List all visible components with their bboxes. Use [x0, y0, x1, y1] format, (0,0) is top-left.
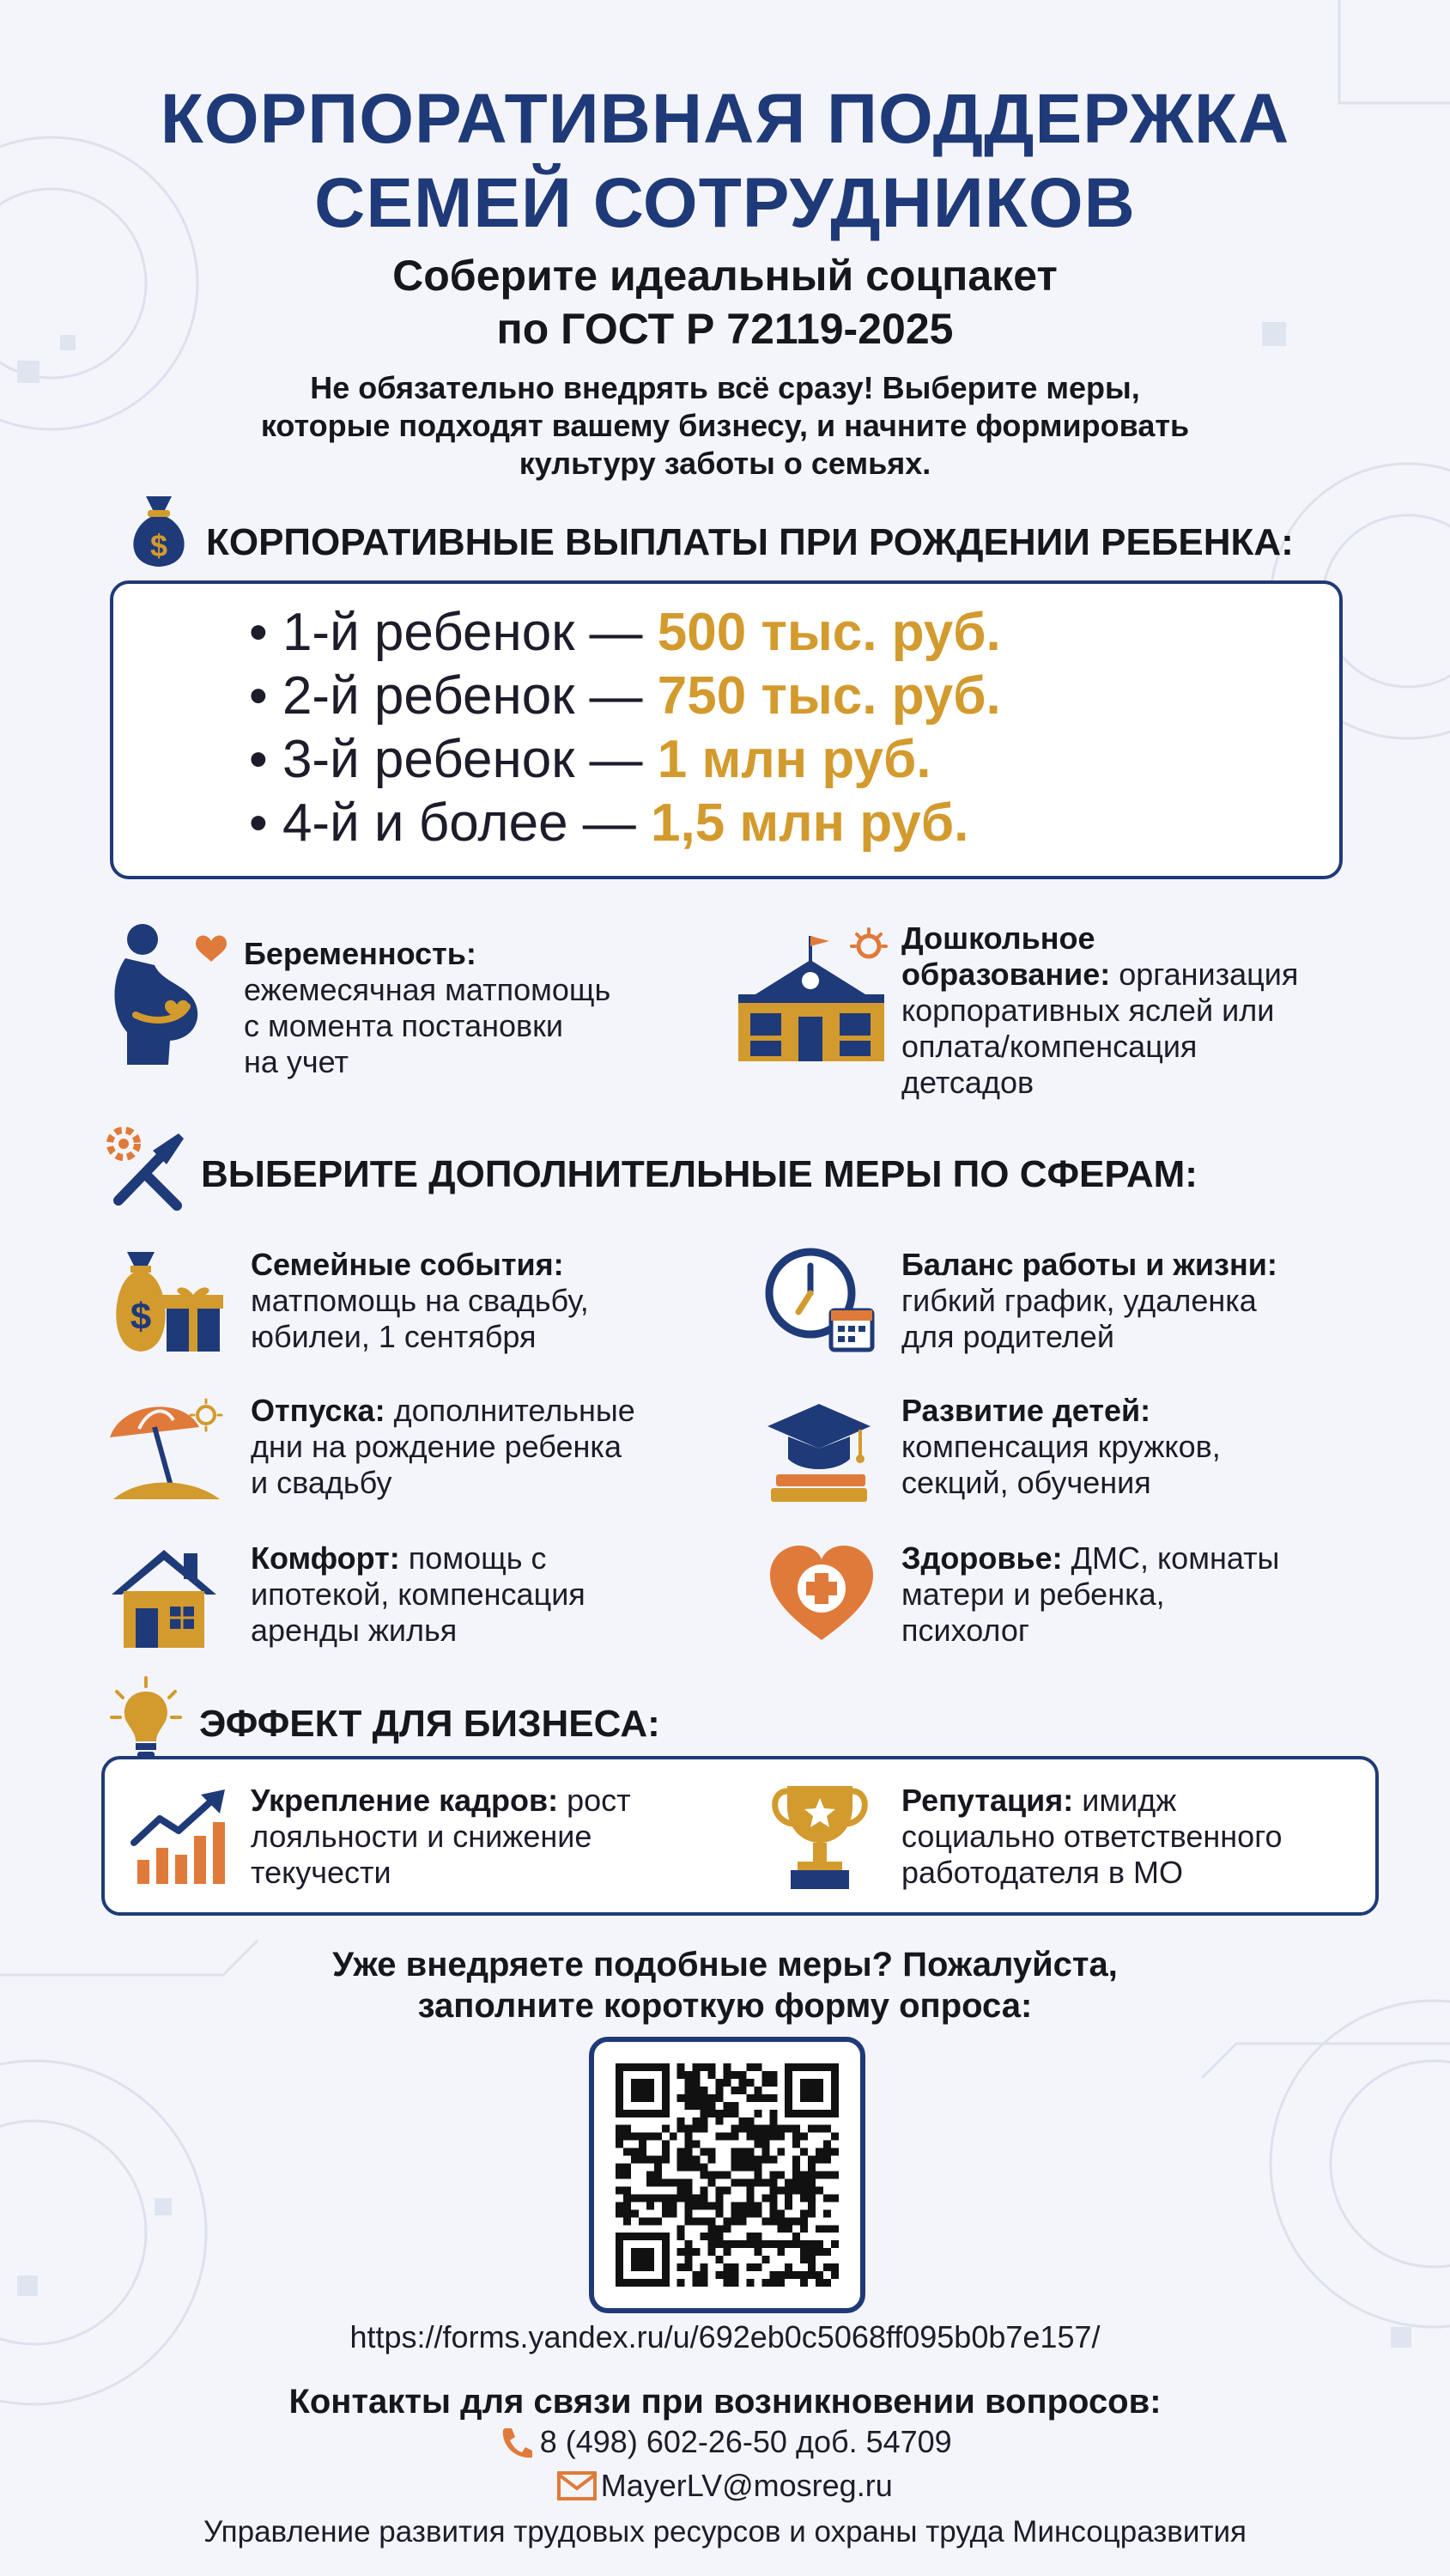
- preschool-line-3: корпоративных яслей или: [901, 993, 1275, 1028]
- staff-strengthening-title-rest: рост: [558, 1783, 631, 1818]
- growth-chart-icon: [129, 1788, 232, 1886]
- staff-strengthening-item: [251, 1783, 749, 1891]
- payment-amount-2: 750 тыс. руб.: [657, 666, 1001, 726]
- health-title-rest: ДМС, комнаты: [1062, 1540, 1280, 1576]
- house-icon: [108, 1541, 220, 1653]
- tools-icon: [101, 1125, 187, 1211]
- contact-phone-row: [0, 2423, 1450, 2461]
- work-life-balance-title: Баланс работы и жизни:: [901, 1247, 1277, 1282]
- effect-heading: ЭФФЕКТ ДЛЯ БИЗНЕСА:: [199, 1703, 660, 1745]
- contact-phone[interactable]: 8 (498) 602-26-50 доб. 54709: [539, 2424, 952, 2459]
- comfort-line-1: ипотекой, компенсация: [251, 1577, 585, 1612]
- subtitle-line-1: Соберите идеальный соцпакет: [392, 252, 1058, 300]
- comfort-title: Комфорт:: [251, 1540, 400, 1576]
- pregnancy-item: [244, 936, 725, 1080]
- preschool-line-4: оплата/компенсация: [901, 1029, 1198, 1064]
- preschool-title-2: образование:: [901, 957, 1111, 992]
- health-item: [901, 1540, 1417, 1649]
- intro-line-2: которые подходят вашему бизнесу, и начните формировать: [260, 408, 1190, 443]
- health-line-2: психолог: [901, 1613, 1029, 1648]
- envelope-icon: [557, 2471, 597, 2500]
- preschool-title-rest: организация: [1110, 957, 1299, 992]
- pregnant-woman-icon: [101, 920, 230, 1066]
- pregnancy-line-1: ежемесячная матпомощь: [244, 972, 611, 1007]
- comfort-line-2: аренды жилья: [251, 1613, 458, 1648]
- payment-amount-3: 1 млн руб.: [657, 730, 931, 789]
- title-line-2: СЕМЕЙ СОТРУДНИКОВ: [314, 164, 1136, 242]
- family-events-item: [251, 1247, 731, 1355]
- kindergarten-building-icon: [730, 927, 893, 1065]
- survey-line-1: Уже внедряете подобные меры? Пожалуйста,: [332, 1946, 1118, 1984]
- child-development-line-1: компенсация кружков,: [901, 1429, 1221, 1464]
- work-life-balance-line-2: для родителей: [901, 1319, 1114, 1354]
- payment-label-1: 1-й ребенок —: [282, 603, 658, 662]
- reputation-item: [901, 1783, 1382, 1891]
- preschool-line-5: детсадов: [901, 1065, 1034, 1100]
- child-development-line-2: секций, обучения: [901, 1465, 1151, 1500]
- survey-line-2: заполните короткую форму опроса:: [417, 1987, 1033, 2025]
- page-title: [0, 77, 1450, 246]
- graduation-cap-books-icon: [764, 1395, 876, 1507]
- footer-organization: Управление развития трудовых ресурсов и охраны труда Минсоцразвития: [203, 2515, 1247, 2549]
- payment-item-2: • 2-й ребенок — 750 тыс. руб.: [249, 666, 1001, 726]
- trophy-icon: [768, 1781, 871, 1893]
- vacation-title-rest: дополнительные: [385, 1393, 635, 1428]
- health-line-1: матери и ребенка,: [901, 1577, 1165, 1612]
- pregnancy-line-3: на учет: [244, 1044, 349, 1079]
- svg-text:$: $: [130, 1296, 152, 1338]
- phone-icon: [498, 2425, 536, 2459]
- pregnancy-title: Беременность:: [244, 936, 476, 971]
- subtitle-line-2: по ГОСТ Р 72119-2025: [496, 305, 954, 353]
- lightbulb-icon: [110, 1676, 182, 1762]
- payment-item-3: • 3-й ребенок — 1 млн руб.: [249, 730, 931, 789]
- contact-email[interactable]: MayerLV@mosreg.ru: [600, 2468, 893, 2503]
- money-gift-icon: [105, 1245, 225, 1357]
- intro-line-1: Не обязательно внедрять всё сразу! Выберите меры,: [310, 370, 1140, 405]
- work-life-balance-line-1: гибкий график, удаленка: [901, 1283, 1257, 1318]
- contact-email-row: [0, 2467, 1450, 2505]
- staff-strengthening-title: Укрепление кадров:: [251, 1783, 559, 1818]
- staff-strengthening-line-2: текучести: [251, 1855, 391, 1890]
- qr-code-image: [616, 2063, 839, 2287]
- money-bag-icon: [122, 488, 196, 570]
- preschool-item: [901, 920, 1417, 1101]
- payment-item-4: • 4-й и более — 1,5 млн руб.: [249, 793, 969, 853]
- child-development-item: [901, 1393, 1417, 1501]
- health-title: Здоровье:: [901, 1540, 1063, 1576]
- clock-calendar-icon: [764, 1243, 876, 1355]
- vacation-item: [251, 1393, 731, 1501]
- reputation-title-rest: имидж: [1073, 1783, 1177, 1818]
- survey-qr-code[interactable]: [589, 2037, 865, 2313]
- svg-text:$: $: [149, 528, 168, 563]
- work-life-balance-item: [901, 1247, 1417, 1355]
- child-development-title: Развитие детей:: [901, 1393, 1151, 1428]
- beach-umbrella-icon: [105, 1393, 225, 1504]
- reputation-title: Репутация:: [901, 1783, 1074, 1818]
- payment-item-1: • 1-й ребенок — 500 тыс. руб.: [249, 603, 1001, 662]
- heart-cross-icon: [768, 1544, 875, 1647]
- survey-prompt: [0, 1944, 1450, 2026]
- payment-label-3: 3-й ребенок —: [282, 730, 658, 789]
- vacation-line-1: дни на рождение ребенка: [251, 1429, 622, 1464]
- family-events-title: Семейные события:: [251, 1247, 564, 1282]
- reputation-line-2: работодателя в МО: [901, 1855, 1183, 1890]
- title-line-1: КОРПОРАТИВНАЯ ПОДДЕРЖКА: [160, 80, 1290, 158]
- intro-line-3: культуру заботы о семьях.: [519, 446, 931, 481]
- reputation-line-1: социально ответственного: [901, 1819, 1283, 1854]
- measures-heading: ВЫБЕРИТЕ ДОПОЛНИТЕЛЬНЫЕ МЕРЫ ПО СФЕРАМ:: [201, 1153, 1198, 1195]
- staff-strengthening-line-1: лояльности и снижение: [251, 1819, 592, 1854]
- vacation-line-2: и свадьбу: [251, 1465, 392, 1500]
- contacts-heading: Контакты для связи при возникновении вопросов:: [288, 2383, 1162, 2421]
- payments-heading: КОРПОРАТИВНЫЕ ВЫПЛАТЫ ПРИ РОЖДЕНИИ РЕБЕНКА:: [206, 521, 1294, 563]
- payment-amount-1: 500 тыс. руб.: [657, 603, 1001, 662]
- intro-text: [0, 369, 1450, 483]
- page-subtitle: [0, 249, 1450, 355]
- payment-label-2: 2-й ребенок —: [282, 666, 658, 726]
- vacation-title: Отпуска:: [251, 1393, 385, 1428]
- comfort-title-rest: помощь с: [399, 1540, 547, 1576]
- family-events-line-2: юбилеи, 1 сентября: [251, 1319, 537, 1354]
- payment-amount-4: 1,5 млн руб.: [651, 793, 969, 853]
- payments-list: [249, 601, 1001, 855]
- pregnancy-line-2: с момента постановки: [244, 1008, 564, 1043]
- survey-link[interactable]: https://forms.yandex.ru/u/692eb0c5068ff095b0b7e157/: [349, 2319, 1101, 2354]
- preschool-title-1: Дошкольное: [901, 920, 1095, 956]
- payment-label-4: 4-й и более —: [282, 793, 652, 853]
- family-events-line-1: матпомощь на свадьбу,: [251, 1283, 589, 1318]
- comfort-item: [251, 1540, 731, 1649]
